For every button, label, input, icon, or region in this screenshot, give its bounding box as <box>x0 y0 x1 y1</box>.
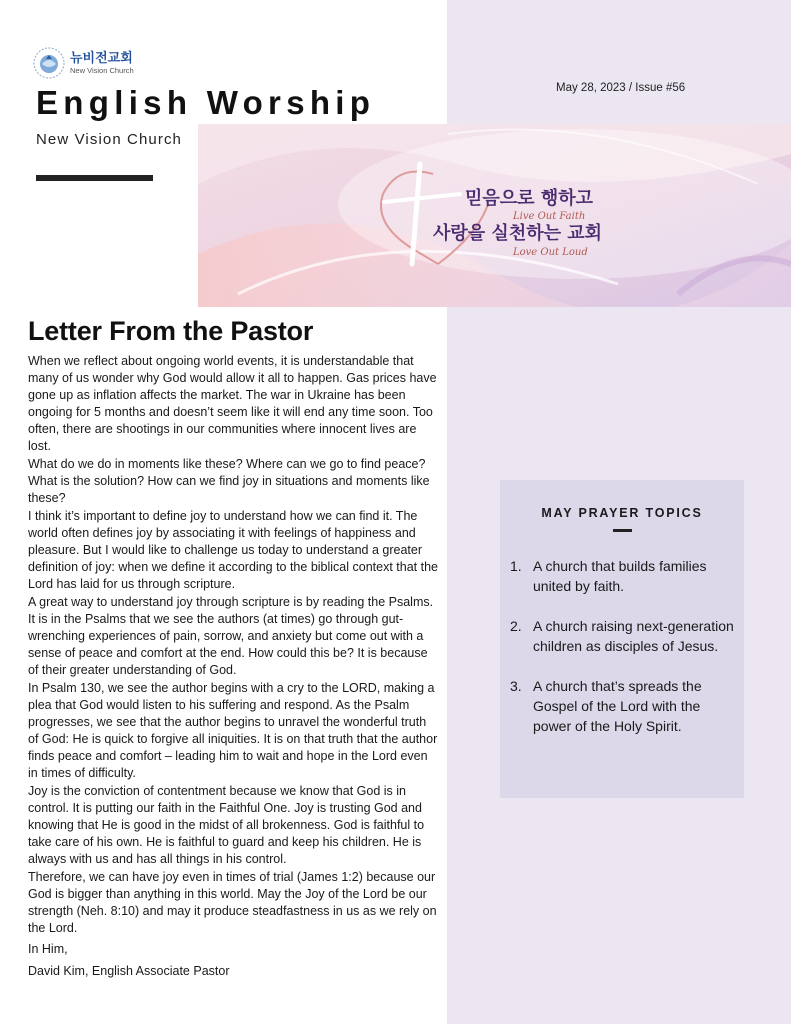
letter-paragraph: What do we do in moments like these? Where can we go to find peace? What is the solution? How can we find joy in situations and moments like these? <box>28 456 430 505</box>
banner-graphic <box>198 124 791 307</box>
newsletter-title: English Worship <box>36 84 376 121</box>
title-divider <box>36 175 153 181</box>
prayer-title-dash <box>613 529 632 532</box>
prayer-topic-text: A church that’s spreads the Gospel of the Lord with the power of the Holy Spirit. <box>533 678 702 734</box>
church-motto-banner <box>198 124 791 307</box>
letter-paragraph: I think it’s important to define joy to understand how we can find it. The world often defines joy by associating it with feelings of happiness and pleasure. But I would like to challenge us today to understand a greater definition of joy: when we define it according to the biblical context that the Lord has laid for us through scripture. <box>28 509 438 591</box>
prayer-topic-item <box>510 616 736 656</box>
letter-body <box>28 353 438 981</box>
motto-line1-english: Live Out Faith <box>513 211 586 222</box>
motto-line2-korean: 사랑을 실천하는 교회 <box>433 223 603 244</box>
letter-paragraph: Joy is the conviction of contentment because we know that God is in control. It is putting our faith in the Faithful One. Joy is trusting God and knowing that He is good in the midst of all brokenness. God is faithful to take care of his own. He is faithful to guard and keep his children. He is always with us and has all things in his control. <box>28 784 425 866</box>
prayer-topic-number: 2. <box>510 618 522 634</box>
motto-line2-english: Love Out Loud <box>513 247 588 258</box>
logo-english-name: New Vision Church <box>70 65 134 75</box>
newsletter-subtitle: New Vision Church <box>36 131 182 148</box>
issue-date: May 28, 2023 / Issue #56 <box>556 82 686 94</box>
logo-korean-name: 뉴비전교회 <box>70 50 133 66</box>
prayer-topic-text: A church that builds families united by faith. <box>533 558 707 594</box>
prayer-topic-text: A church raising next-generation children as disciples of Jesus. <box>533 618 734 654</box>
prayer-topics-title: MAY PRAYER TOPICS <box>541 506 703 520</box>
letter-paragraph: In Psalm 130, we see the author begins with a cry to the LORD, making a plea that God would listen to his suffering and respond. As the Psalm progresses, we see that the author begins to unravel the wonderful truth of God: He is quick to forgive all iniquities. It is on that truth that the author finds peace and comfort – leading him to wait and hope in the Lord even in times of difficulty. <box>28 681 438 780</box>
letter-signoff: In Him, <box>28 941 68 956</box>
church-logo <box>32 46 134 80</box>
prayer-topic-number: 3. <box>510 678 522 694</box>
church-globe-logo-icon <box>32 46 66 80</box>
letter-paragraph: When we reflect about ongoing world events, it is understandable that many of us wonder why God would allow it all to happen. Gas prices have gone up as inflation affects the market. The war in Ukraine has been ongoing for 5 months and doesn’t seem like it will end any time soon. Too often, there are shootings in our communities where innocent lives are lost. <box>28 354 437 453</box>
prayer-topic-item <box>510 556 736 596</box>
letter-paragraph: Therefore, we can have joy even in times of trial (James 1:2) because our God is bigger than anything in this world. May the Joy of the Lord be our strength (Neh. 8:10) and may it produce steadfastness in us as we rely on the Lord. <box>28 870 437 935</box>
prayer-topics-box <box>500 480 744 798</box>
prayer-topic-number: 1. <box>510 558 522 574</box>
motto-line1-korean: 믿음으로 행하고 <box>465 188 593 209</box>
prayer-topic-item <box>510 676 736 736</box>
letter-paragraph: A great way to understand joy through scripture is by reading the Psalms. It is in the Psalms that we see the authors (at times) go through gut-wrenching experiences of pain, sorrow, and anxiety but come out with a sense of peace and comfort at the end. How could this be? It is because of their greater understanding of God. <box>28 595 434 677</box>
prayer-topics-list <box>510 556 736 756</box>
letter-signature: David Kim, English Associate Pastor <box>28 963 230 978</box>
letter-heading: Letter From the Pastor <box>28 316 314 346</box>
